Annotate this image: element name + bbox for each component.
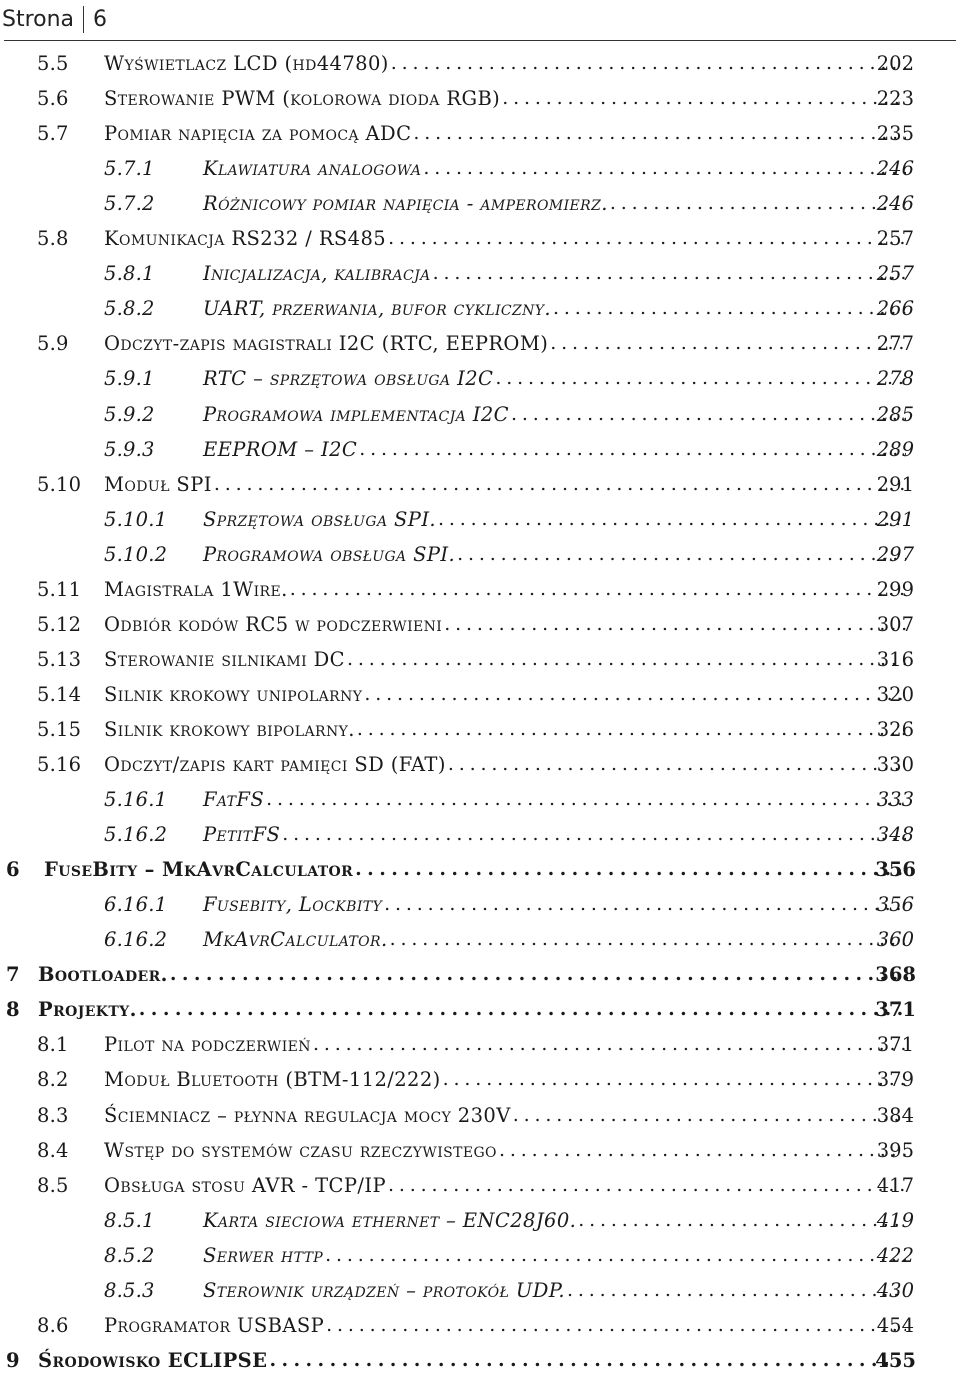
toc-entry-titleline: [203, 788, 914, 811]
toc-entry-titleline: [203, 1279, 914, 1302]
toc-entry[interactable]: [0, 712, 960, 747]
toc-entry-titleline: [104, 1314, 914, 1337]
toc-dot-leader: [433, 262, 906, 284]
toc-entry[interactable]: [0, 256, 960, 291]
toc-entry-title: Moduł SPI: [104, 472, 212, 496]
toc-dot-leader: [266, 788, 906, 810]
toc-entry-number: 5.13: [37, 647, 82, 671]
toc-entry-number: 5.9.2: [104, 402, 155, 426]
toc-entry-number: 5.12: [37, 612, 82, 636]
toc-entry-number: 5.8: [37, 227, 69, 251]
toc-entry-title: Moduł Bluetooth (BTM-112/222): [104, 1068, 441, 1092]
toc-entry-titleline: [203, 262, 914, 285]
toc-entry-page: 291: [876, 507, 914, 531]
toc-dot-leader: [457, 543, 906, 565]
toc-entry-title: Ściemniacz – płynna regulacja mocy 230V: [104, 1103, 511, 1127]
toc-entry-titleline: [104, 753, 914, 776]
toc-entry-titleline: [203, 508, 914, 531]
toc-entry-number: 8.1: [37, 1033, 69, 1057]
toc-entry[interactable]: [0, 1203, 960, 1238]
toc-entry-page: 285: [876, 402, 914, 426]
header-page-number: 6: [93, 6, 108, 32]
toc-entry[interactable]: [0, 1273, 960, 1308]
toc-entry-titleline: [203, 1209, 914, 1232]
toc-dot-leader: [139, 998, 908, 1020]
toc-entry-page: 455: [875, 1348, 916, 1372]
toc-entry-number: 5.9.1: [104, 367, 155, 391]
toc-dot-leader: [553, 297, 906, 319]
toc-entry-titleline: [104, 613, 914, 636]
toc-entry[interactable]: [0, 1098, 960, 1133]
toc-entry-titleline: [104, 122, 914, 145]
toc-entry-titleline: [203, 893, 914, 916]
toc-entry-title: MkAvrCalculator.: [203, 928, 388, 952]
toc-entry-title: FuseBity – MkAvrCalculator: [44, 858, 354, 882]
toc-entry-page: 246: [876, 157, 914, 181]
toc-entry-title: Serwer http: [203, 1243, 324, 1267]
toc-entry-number: 5.9: [37, 332, 69, 356]
toc-entry[interactable]: [0, 957, 960, 992]
toc-entry-titleline: [203, 438, 914, 461]
toc-entry-title: Pomiar napięcia za pomocą ADC: [104, 122, 412, 146]
toc-entry-titleline: [104, 473, 914, 496]
toc-dot-leader: [355, 858, 908, 880]
toc-entry-title: Różnicowy pomiar napięcia - amperomierz.: [203, 192, 608, 216]
toc-entry-title: Projekty.: [38, 998, 137, 1022]
toc-entry-page: 277: [876, 332, 914, 356]
toc-entry[interactable]: [0, 607, 960, 642]
toc-entry-titleline: [203, 543, 914, 566]
toc-entry-number: 7: [6, 963, 20, 987]
toc-entry-title: Programowa obsługa SPI.: [203, 542, 456, 566]
toc-entry-titleline: [44, 858, 916, 881]
toc-entry-page: 316: [876, 647, 914, 671]
toc-entry-title: Wyświetlacz LCD (hd44780): [104, 52, 389, 75]
toc-dot-leader: [502, 87, 906, 109]
toc-dot-leader: [413, 122, 906, 144]
toc-entry[interactable]: [0, 1062, 960, 1097]
toc-entry-number: 8.5.3: [104, 1278, 155, 1302]
toc-entry-number: 8: [6, 998, 20, 1022]
toc-dot-leader: [359, 438, 906, 460]
toc-entry-title: Sterowanie silnikami DC: [104, 647, 345, 671]
toc-entry[interactable]: [0, 852, 960, 887]
toc-entry-title: Sterownik urządzeń – protokół UDP.: [203, 1278, 565, 1302]
toc-entry-page: 430: [876, 1278, 914, 1302]
toc-entry-titleline: [203, 823, 914, 846]
toc-entry[interactable]: [0, 467, 960, 502]
toc-entry-titleline: [104, 648, 914, 671]
toc-entry-page: 289: [876, 437, 914, 461]
toc-dot-leader: [578, 1209, 906, 1231]
toc-entry-page: 320: [876, 682, 914, 706]
toc-entry-number: 5.7: [37, 122, 69, 146]
toc-entry[interactable]: [0, 817, 960, 852]
toc-entry[interactable]: [0, 1238, 960, 1273]
toc-entry-title: Programowa implementacja I2C: [203, 402, 509, 426]
toc-dot-leader: [325, 1244, 906, 1266]
toc-entry[interactable]: [0, 326, 960, 361]
toc-entry-page: 235: [876, 122, 914, 146]
toc-dot-leader: [214, 473, 906, 495]
header-rule: [4, 40, 956, 41]
toc-dot-leader: [443, 1068, 906, 1090]
toc-entry-page: 360: [876, 928, 914, 952]
toc-entry-page: 417: [876, 1173, 914, 1197]
toc-entry-title: Środowisko ECLIPSE: [38, 1348, 268, 1372]
toc-entry-page: 223: [876, 87, 914, 111]
toc-entry-page: 395: [876, 1138, 914, 1162]
header-separator: [83, 6, 84, 33]
toc-dot-leader: [444, 613, 906, 635]
toc-dot-leader: [313, 1033, 906, 1055]
toc-dot-leader: [384, 893, 906, 915]
toc-entry[interactable]: [0, 46, 960, 81]
toc-entry-page: 356: [875, 858, 916, 882]
toc-entry-number: 5.10: [37, 472, 82, 496]
toc-entry-number: 5.10.2: [104, 542, 168, 566]
toc-entry-page: 291: [876, 472, 914, 496]
toc-entry[interactable]: [0, 922, 960, 957]
toc-dot-leader: [567, 1279, 906, 1301]
toc-entry-titleline: [203, 403, 914, 426]
toc-entry-title: Wstęp do systemów czasu rzeczywistego: [104, 1138, 497, 1162]
toc-dot-leader: [388, 1174, 906, 1196]
toc-dot-leader: [390, 928, 906, 950]
page-header: [2, 0, 107, 38]
toc-entry-number: 8.5.2: [104, 1243, 155, 1267]
toc-entry[interactable]: [0, 1308, 960, 1343]
toc-entry-titleline: [104, 578, 914, 601]
toc-entry-title: Klawiatura analogowa: [203, 157, 422, 181]
toc-entry-titleline: [104, 718, 914, 741]
toc-entry-title: Fusebity, Lockbity: [203, 893, 383, 917]
toc-entry-title: Odbiór kodów RC5 w podczerwieni: [104, 612, 443, 636]
toc-entry-number: 5.5: [37, 52, 69, 75]
toc-entry-number: 5.7.1: [104, 157, 155, 181]
toc-dot-leader: [170, 963, 908, 985]
toc-dot-leader: [550, 332, 906, 354]
toc-entry-number: 5.8.2: [104, 297, 155, 321]
toc-dot-leader: [282, 823, 906, 845]
toc-entry-number: 5.8.1: [104, 262, 155, 286]
toc-entry-page: 326: [876, 717, 914, 741]
toc-entry-page: 257: [876, 227, 914, 251]
toc-entry[interactable]: [0, 747, 960, 782]
toc-entry-titleline: [104, 1068, 914, 1091]
toc-entry-number: 5.16: [37, 753, 82, 776]
toc-entry-page: 356: [876, 893, 914, 917]
header-label: Strona: [2, 6, 75, 32]
toc-entry-titleline: [104, 332, 914, 355]
toc-dot-leader: [423, 157, 906, 179]
toc-entry[interactable]: [0, 361, 960, 396]
toc-entry-titleline: [104, 52, 914, 75]
toc-entry-titleline: [38, 963, 916, 986]
toc-entry-number: 5.16.1: [104, 788, 168, 812]
toc-entry-titleline: [38, 1349, 916, 1372]
toc-entry[interactable]: [0, 221, 960, 256]
toc-entry-number: 6.16.1: [104, 893, 168, 917]
toc-entry-title: Inicjalizacja, kalibracja: [203, 262, 431, 286]
toc-dot-leader: [438, 508, 906, 530]
toc-entry[interactable]: [0, 782, 960, 817]
toc-entry-page: 246: [876, 192, 914, 216]
toc-entry-title: Odczyt-zapis magistrali I2C (RTC, EEPROM): [104, 332, 549, 356]
toc-entry-titleline: [203, 157, 914, 180]
toc-entry-number: 8.5: [37, 1173, 69, 1197]
toc-entry-number: 8.6: [37, 1313, 69, 1337]
toc-entry-titleline: [104, 87, 914, 110]
toc-entry-page: 454: [876, 1313, 914, 1337]
toc-dot-leader: [499, 1139, 906, 1161]
toc-entry-titleline: [203, 367, 914, 390]
toc-entry-title: Magistrala 1Wire.: [104, 577, 288, 601]
toc-entry[interactable]: [0, 572, 960, 607]
toc-entry-title: Silnik krokowy unipolarny: [104, 682, 363, 706]
toc-entry-titleline: [203, 192, 914, 215]
toc-entry-title: FatFS: [203, 788, 265, 812]
toc-entry[interactable]: [0, 291, 960, 326]
toc-dot-leader: [513, 1104, 906, 1126]
toc-entry[interactable]: [0, 397, 960, 432]
toc-entry-number: 8.3: [37, 1103, 69, 1127]
toc-entry-title: Karta sieciowa ethernet – ENC28J60.: [203, 1208, 577, 1232]
toc-entry-page: 379: [876, 1068, 914, 1092]
toc-entry[interactable]: [0, 677, 960, 712]
toc-entry-page: 368: [875, 963, 916, 987]
toc-entry-page: 422: [876, 1243, 914, 1267]
toc-entry[interactable]: [0, 1343, 960, 1378]
toc-entry-titleline: [104, 1139, 914, 1162]
toc-dot-leader: [495, 367, 906, 389]
toc-entry-titleline: [104, 683, 914, 706]
toc-dot-leader: [511, 403, 906, 425]
toc-entry-page: 299: [876, 577, 914, 601]
toc-entry-titleline: [104, 1104, 914, 1127]
toc-entry-page: 307: [876, 612, 914, 636]
toc-dot-leader: [391, 52, 906, 74]
toc-entry-title: Odczyt/zapis kart pamięci SD (FAT): [104, 753, 446, 776]
toc-entry-number: 5.11: [37, 577, 82, 601]
toc-entry-page: 384: [876, 1103, 914, 1127]
toc-entry-number: 8.5.1: [104, 1208, 155, 1232]
toc-dot-leader: [388, 227, 906, 249]
toc-entry-page: 202: [876, 52, 914, 75]
toc-entry-title: Silnik krokowy bipolarny.: [104, 717, 355, 741]
toc-entry-title: Sprzętowa obsługa SPI.: [203, 507, 437, 531]
toc-entry-number: 5.10.1: [104, 507, 168, 531]
toc-entry-page: 297: [876, 542, 914, 566]
toc-entry-titleline: [104, 1174, 914, 1197]
toc-entry-number: 5.14: [37, 682, 82, 706]
toc-dot-leader: [347, 648, 906, 670]
toc-dot-leader: [357, 718, 906, 740]
toc-entry-title: Bootloader.: [38, 963, 168, 987]
toc-dot-leader: [448, 753, 906, 775]
toc-entry-page: 371: [876, 1033, 914, 1057]
toc-entry-title: PetitFS: [203, 823, 281, 847]
toc-entry[interactable]: [0, 537, 960, 572]
toc-entry-number: 5.16.2: [104, 823, 168, 847]
toc-entry-number: 8.4: [37, 1138, 69, 1162]
toc-entry-number: 6.16.2: [104, 928, 168, 952]
toc-entry-page: 371: [875, 998, 916, 1022]
toc-entry[interactable]: [0, 116, 960, 151]
toc-entry-number: 9: [6, 1348, 20, 1372]
toc-entry-page: 257: [876, 262, 914, 286]
toc-entry[interactable]: [0, 992, 960, 1027]
toc-entry[interactable]: [0, 432, 960, 467]
toc-entry-titleline: [203, 928, 914, 951]
toc-dot-leader: [290, 578, 906, 600]
toc-entry-number: 5.9.3: [104, 437, 155, 461]
toc-entry-title: Obsługa stosu AVR - TCP/IP: [104, 1173, 386, 1197]
toc-entry[interactable]: [0, 1027, 960, 1062]
toc-entry-number: 5.7.2: [104, 192, 155, 216]
toc-entry-title: EEPROM – I2C: [203, 437, 358, 461]
toc-entry[interactable]: [0, 1168, 960, 1203]
toc-entry-number: 6: [6, 858, 20, 882]
toc-entry-page: 419: [876, 1208, 914, 1232]
toc-entry-number: 8.2: [37, 1068, 69, 1092]
toc-entry-page: 278: [876, 367, 914, 391]
toc-entry-page: 266: [876, 297, 914, 321]
toc-entry[interactable]: [0, 887, 960, 922]
toc-dot-leader: [326, 1314, 906, 1336]
toc-entry-page: 330: [876, 753, 914, 776]
toc-entry-page: 333: [876, 788, 914, 812]
toc-entry-titleline: [38, 998, 916, 1021]
toc-entry[interactable]: [0, 502, 960, 537]
toc-entry-number: 5.6: [37, 87, 69, 111]
toc-entry[interactable]: [0, 642, 960, 677]
toc-dot-leader: [364, 683, 906, 705]
toc-entry-title: Pilot na podczerwień: [104, 1033, 311, 1057]
toc-entry-titleline: [203, 297, 914, 320]
toc-entry-page: 348: [876, 823, 914, 847]
toc-entry-title: RTC – sprzętowa obsługa I2C: [203, 367, 494, 391]
toc-entry-titleline: [104, 1033, 914, 1056]
toc-entry-titleline: [104, 227, 914, 250]
toc-entry[interactable]: [0, 81, 960, 116]
toc-entry-title: Sterowanie PWM (kolorowa dioda RGB): [104, 87, 501, 111]
toc-entry-number: 5.15: [37, 717, 82, 741]
toc-entry[interactable]: [0, 151, 960, 186]
toc-entry-title: Programator USBASP: [104, 1313, 325, 1337]
toc-dot-leader: [610, 192, 906, 214]
toc-entry[interactable]: [0, 186, 960, 221]
toc-entry-title: Komunikacja RS232 / RS485: [104, 227, 387, 251]
toc-entry-titleline: [203, 1244, 914, 1267]
toc-entry-title: UART, przerwania, bufor cykliczny.: [203, 297, 552, 321]
toc-entry[interactable]: [0, 1133, 960, 1168]
